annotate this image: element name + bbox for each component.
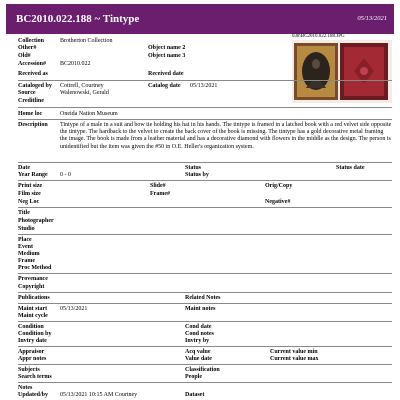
divider	[18, 364, 392, 365]
divider	[18, 180, 392, 181]
value-date-label: Value date	[185, 356, 212, 362]
source-value: Walenowski, Gerald	[60, 90, 109, 96]
cataloged-by-label: Cataloged by	[18, 83, 52, 89]
record-title: BC2010.022.188 ~ Tintype	[16, 13, 140, 25]
provenance-label: Provenance	[18, 276, 48, 282]
subjects-label: Subjects	[18, 367, 40, 373]
current-value-max-label: Current value max	[270, 356, 319, 362]
print-size-label: Print size	[18, 183, 43, 189]
title-label: Title	[18, 210, 30, 216]
status-by-label: Status by	[185, 172, 209, 178]
object-name2-label: Object name 2	[148, 45, 186, 51]
slide-label: Slide#	[150, 183, 166, 189]
maint-notes-label: Maint notes	[185, 306, 216, 312]
status-label: Status	[185, 165, 202, 171]
other-label: Other#	[18, 45, 37, 51]
date-label: Date	[18, 165, 30, 171]
creditline-label: Creditline	[18, 98, 44, 104]
film-size-label: Film size	[18, 191, 41, 197]
home-loc-label: Home loc	[18, 111, 43, 117]
publications-label: Publications	[18, 295, 50, 301]
divider	[18, 107, 392, 108]
divider	[18, 321, 392, 322]
divider	[18, 273, 392, 274]
received-as-label: Received as	[18, 71, 48, 77]
updated-by-value: 05/13/2021 10:15 AM Courtney	[60, 392, 138, 398]
divider	[18, 382, 392, 383]
divider	[18, 234, 392, 235]
year-range-label: Year Range	[18, 172, 48, 178]
status-date-label: Status date	[336, 165, 365, 171]
maint-start-label: Maint start	[18, 306, 48, 312]
divider	[18, 303, 392, 304]
condition-by-label: Condition by	[18, 331, 52, 337]
event-label: Event	[18, 244, 33, 250]
collection-value: Brotherton Collection	[60, 38, 113, 44]
home-loc-value: Oneida Nation Museum	[60, 111, 118, 117]
cataloged-by-value: Cottrell, Courtney	[60, 83, 104, 89]
year-range-value: 0 - 0	[60, 172, 71, 178]
accession-label: Accession#	[18, 61, 46, 67]
description-label: Description	[18, 122, 48, 128]
inventory-by-label: Invtry by	[185, 338, 210, 344]
maint-start-value: 05/13/2021	[60, 306, 88, 312]
negative-label: Negative#	[265, 199, 291, 205]
updated-by-label: Updated/by	[18, 392, 49, 398]
divider	[18, 346, 392, 347]
tintype-photo	[292, 40, 392, 103]
description-value: Tintype of a male in a suit and bow tie holding his hat in his hands. The tintype is framed in a latched book with a red velvet side opposite the tintype. The hardback to the velvet to create the back cover of the book is missing. The tintype has a gold decorative metal framing the image. The book is made from a leather material and has a decorative diamond with flowers in the middle as the design. The person is unidentified but the item was given the #50 in O.E. Heller's organization system.	[60, 122, 392, 150]
image-filename: 038\BC2010.022.188.JPG	[292, 34, 345, 39]
record-header	[6, 4, 394, 34]
received-date-label: Received date	[148, 71, 184, 77]
place-label: Place	[18, 237, 32, 243]
divider	[18, 119, 392, 120]
condition-label: Condition	[18, 324, 44, 330]
proc-method-label: Proc Method	[18, 265, 52, 271]
search-terms-label: Search terms	[18, 374, 52, 380]
accession-value: BC2010.022	[60, 61, 91, 67]
inventory-date-label: Invtry date	[18, 338, 47, 344]
orig-copy-label: Orig/Copy	[265, 183, 293, 189]
divider	[18, 80, 392, 81]
related-notes-label: Related Notes	[185, 295, 221, 301]
studio-label: Studio	[18, 226, 35, 232]
frame-label: Frame	[18, 258, 35, 264]
acq-value-label: Acq value	[185, 349, 211, 355]
cond-notes-label: Cond notes	[185, 331, 214, 337]
catalog-date-value: 05/13/2021	[190, 83, 218, 89]
frame-number-label: Frame#	[150, 191, 170, 197]
people-label: People	[185, 374, 202, 380]
appr-notes-label: Appr notes	[18, 356, 47, 362]
copyright-label: Copyright	[18, 284, 45, 290]
source-label: Source	[18, 90, 36, 96]
divider	[18, 292, 392, 293]
neg-loc-label: Neg Loc	[18, 199, 40, 205]
collection-label: Collection	[18, 38, 44, 44]
divider	[18, 207, 392, 208]
maint-cycle-label: Maint cycle	[18, 313, 48, 319]
divider	[18, 162, 392, 163]
photographer-label: Photographer	[18, 218, 54, 224]
medium-label: Medium	[18, 251, 40, 257]
current-value-min-label: Current value min	[270, 349, 318, 355]
notes-label: Notes	[18, 385, 33, 391]
appraisor-label: Appraisor	[18, 349, 45, 355]
catalog-date-label: Catalog date	[148, 83, 181, 89]
print-date: 05/13/2021	[357, 15, 387, 22]
object-name3-label: Object name 3	[148, 53, 186, 59]
cond-date-label: Cond date	[185, 324, 212, 330]
classification-label: Classification	[185, 367, 220, 373]
old-label: Old#	[18, 53, 31, 59]
dataset-label: Dataset	[185, 392, 205, 398]
